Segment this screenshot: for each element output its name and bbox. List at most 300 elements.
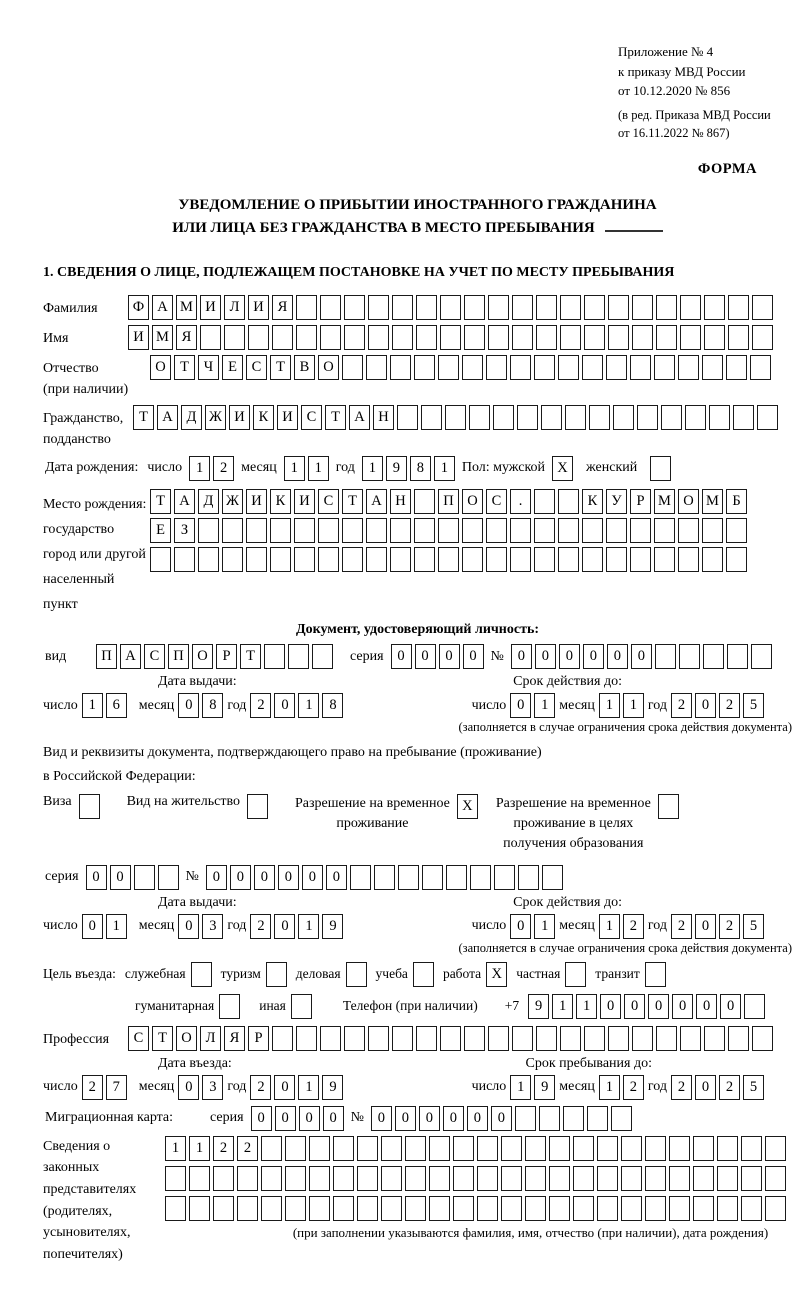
char-box[interactable] <box>416 295 437 320</box>
char-box[interactable]: Т <box>150 489 171 514</box>
char-box[interactable] <box>757 405 778 430</box>
char-box[interactable] <box>320 325 341 350</box>
char-box[interactable] <box>752 1026 773 1051</box>
char-box[interactable]: . <box>510 489 531 514</box>
char-box[interactable]: 1 <box>362 456 383 481</box>
char-box[interactable]: Ф <box>128 295 149 320</box>
char-box[interactable] <box>565 405 586 430</box>
char-box[interactable] <box>536 1026 557 1051</box>
char-box[interactable] <box>517 405 538 430</box>
char-box[interactable]: М <box>176 295 197 320</box>
char-box[interactable] <box>632 325 653 350</box>
char-box[interactable] <box>414 489 435 514</box>
char-box[interactable] <box>525 1136 546 1161</box>
char-box[interactable] <box>704 325 725 350</box>
char-box[interactable] <box>368 1026 389 1051</box>
char-box[interactable] <box>717 1136 738 1161</box>
char-box[interactable]: 1 <box>189 1136 210 1161</box>
char-box[interactable] <box>416 325 437 350</box>
purpose-other-checkbox[interactable] <box>291 994 312 1019</box>
char-box[interactable]: 2 <box>213 1136 234 1161</box>
char-box[interactable]: 2 <box>250 914 271 939</box>
char-box[interactable]: Р <box>248 1026 269 1051</box>
char-box[interactable]: 2 <box>719 914 740 939</box>
char-box[interactable]: 0 <box>467 1106 488 1131</box>
char-box[interactable] <box>294 547 315 572</box>
char-box[interactable]: 2 <box>671 693 692 718</box>
char-box[interactable] <box>368 325 389 350</box>
char-box[interactable]: 1 <box>534 914 555 939</box>
char-box[interactable] <box>728 295 749 320</box>
char-box[interactable] <box>165 1166 186 1191</box>
char-box[interactable]: С <box>486 489 507 514</box>
char-box[interactable]: 0 <box>535 644 556 669</box>
char-box[interactable] <box>357 1196 378 1221</box>
char-box[interactable]: 1 <box>434 456 455 481</box>
char-box[interactable] <box>470 865 491 890</box>
char-box[interactable] <box>510 355 531 380</box>
char-box[interactable] <box>296 325 317 350</box>
char-box[interactable] <box>312 644 333 669</box>
char-box[interactable] <box>438 518 459 543</box>
char-box[interactable]: Я <box>176 325 197 350</box>
char-box[interactable]: 0 <box>251 1106 272 1131</box>
char-box[interactable] <box>421 405 442 430</box>
char-box[interactable]: Е <box>150 518 171 543</box>
purpose-private-checkbox[interactable] <box>565 962 586 987</box>
char-box[interactable] <box>726 547 747 572</box>
char-box[interactable]: 0 <box>559 644 580 669</box>
char-box[interactable] <box>248 325 269 350</box>
char-box[interactable]: 0 <box>672 994 693 1019</box>
char-box[interactable]: К <box>270 489 291 514</box>
purpose-official-checkbox[interactable] <box>191 962 212 987</box>
char-box[interactable]: 9 <box>386 456 407 481</box>
char-box[interactable] <box>678 518 699 543</box>
char-box[interactable] <box>573 1166 594 1191</box>
char-box[interactable] <box>390 547 411 572</box>
char-box[interactable] <box>678 355 699 380</box>
char-box[interactable] <box>224 325 245 350</box>
char-box[interactable]: 1 <box>165 1136 186 1161</box>
char-box[interactable] <box>726 355 747 380</box>
char-box[interactable]: 8 <box>410 456 431 481</box>
char-box[interactable] <box>744 994 765 1019</box>
char-box[interactable] <box>709 405 730 430</box>
char-box[interactable]: 0 <box>274 914 295 939</box>
char-box[interactable]: С <box>144 644 165 669</box>
char-box[interactable] <box>656 1026 677 1051</box>
char-box[interactable]: 2 <box>82 1075 103 1100</box>
char-box[interactable] <box>656 325 677 350</box>
char-box[interactable] <box>608 1026 629 1051</box>
char-box[interactable]: Т <box>270 355 291 380</box>
char-box[interactable] <box>661 405 682 430</box>
char-box[interactable]: Е <box>222 355 243 380</box>
char-box[interactable] <box>296 295 317 320</box>
char-box[interactable] <box>158 865 179 890</box>
char-box[interactable] <box>288 644 309 669</box>
char-box[interactable] <box>717 1196 738 1221</box>
char-box[interactable] <box>611 1106 632 1131</box>
char-box[interactable] <box>414 518 435 543</box>
char-box[interactable] <box>515 1106 536 1131</box>
char-box[interactable]: М <box>654 489 675 514</box>
char-box[interactable] <box>222 547 243 572</box>
char-box[interactable] <box>637 405 658 430</box>
char-box[interactable]: Я <box>224 1026 245 1051</box>
char-box[interactable]: 3 <box>202 1075 223 1100</box>
char-box[interactable]: А <box>174 489 195 514</box>
char-box[interactable] <box>558 547 579 572</box>
char-box[interactable] <box>357 1166 378 1191</box>
char-box[interactable]: 0 <box>631 644 652 669</box>
char-box[interactable]: 2 <box>213 456 234 481</box>
char-box[interactable]: Д <box>198 489 219 514</box>
char-box[interactable] <box>534 355 555 380</box>
char-box[interactable]: В <box>294 355 315 380</box>
char-box[interactable] <box>558 355 579 380</box>
char-box[interactable] <box>392 295 413 320</box>
char-box[interactable]: 5 <box>743 914 764 939</box>
char-box[interactable]: 1 <box>82 693 103 718</box>
purpose-transit-checkbox[interactable] <box>645 962 666 987</box>
char-box[interactable]: 3 <box>202 914 223 939</box>
char-box[interactable] <box>222 518 243 543</box>
char-box[interactable]: 9 <box>528 994 549 1019</box>
char-box[interactable] <box>702 518 723 543</box>
char-box[interactable]: 1 <box>298 1075 319 1100</box>
char-box[interactable] <box>397 405 418 430</box>
char-box[interactable] <box>405 1136 426 1161</box>
char-box[interactable] <box>390 355 411 380</box>
char-box[interactable] <box>342 518 363 543</box>
char-box[interactable] <box>264 644 285 669</box>
char-box[interactable] <box>493 405 514 430</box>
char-box[interactable] <box>446 865 467 890</box>
char-box[interactable] <box>655 644 676 669</box>
char-box[interactable] <box>501 1166 522 1191</box>
char-box[interactable] <box>272 325 293 350</box>
char-box[interactable] <box>726 518 747 543</box>
char-box[interactable] <box>630 547 651 572</box>
char-box[interactable]: Т <box>152 1026 173 1051</box>
char-box[interactable]: 1 <box>284 456 305 481</box>
char-box[interactable] <box>680 1026 701 1051</box>
char-box[interactable] <box>741 1166 762 1191</box>
char-box[interactable] <box>438 547 459 572</box>
char-box[interactable] <box>645 1136 666 1161</box>
char-box[interactable] <box>246 547 267 572</box>
char-box[interactable] <box>606 355 627 380</box>
char-box[interactable] <box>246 518 267 543</box>
char-box[interactable] <box>272 1026 293 1051</box>
char-box[interactable] <box>366 355 387 380</box>
char-box[interactable]: Т <box>325 405 346 430</box>
char-box[interactable] <box>453 1166 474 1191</box>
char-box[interactable]: 2 <box>623 1075 644 1100</box>
char-box[interactable] <box>453 1196 474 1221</box>
char-box[interactable] <box>464 1026 485 1051</box>
char-box[interactable]: И <box>248 295 269 320</box>
char-box[interactable]: 0 <box>371 1106 392 1131</box>
char-box[interactable] <box>558 518 579 543</box>
char-box[interactable] <box>477 1136 498 1161</box>
char-box[interactable] <box>558 489 579 514</box>
char-box[interactable] <box>357 1136 378 1161</box>
char-box[interactable]: Т <box>240 644 261 669</box>
char-box[interactable]: Т <box>174 355 195 380</box>
char-box[interactable] <box>582 547 603 572</box>
sex-female-checkbox[interactable] <box>650 456 671 481</box>
char-box[interactable]: Б <box>726 489 747 514</box>
char-box[interactable] <box>237 1196 258 1221</box>
char-box[interactable]: А <box>349 405 370 430</box>
char-box[interactable]: 9 <box>322 1075 343 1100</box>
char-box[interactable] <box>381 1196 402 1221</box>
char-box[interactable]: 0 <box>206 865 227 890</box>
char-box[interactable] <box>573 1196 594 1221</box>
char-box[interactable]: К <box>253 405 274 430</box>
char-box[interactable] <box>309 1136 330 1161</box>
char-box[interactable] <box>477 1196 498 1221</box>
char-box[interactable]: 1 <box>599 914 620 939</box>
char-box[interactable] <box>704 1026 725 1051</box>
char-box[interactable] <box>587 1106 608 1131</box>
char-box[interactable] <box>536 325 557 350</box>
char-box[interactable]: 1 <box>599 693 620 718</box>
char-box[interactable] <box>296 1026 317 1051</box>
char-box[interactable]: 0 <box>510 693 531 718</box>
char-box[interactable] <box>486 518 507 543</box>
char-box[interactable] <box>165 1196 186 1221</box>
char-box[interactable]: 1 <box>599 1075 620 1100</box>
char-box[interactable]: 8 <box>322 693 343 718</box>
char-box[interactable]: 0 <box>178 1075 199 1100</box>
char-box[interactable] <box>453 1136 474 1161</box>
char-box[interactable] <box>560 295 581 320</box>
char-box[interactable] <box>534 547 555 572</box>
purpose-business-checkbox[interactable] <box>346 962 367 987</box>
char-box[interactable]: М <box>702 489 723 514</box>
char-box[interactable] <box>669 1166 690 1191</box>
char-box[interactable]: 0 <box>720 994 741 1019</box>
char-box[interactable] <box>584 325 605 350</box>
residence-permit-checkbox[interactable] <box>247 794 268 819</box>
char-box[interactable]: М <box>152 325 173 350</box>
char-box[interactable]: 0 <box>491 1106 512 1131</box>
char-box[interactable]: 9 <box>322 914 343 939</box>
char-box[interactable] <box>542 865 563 890</box>
char-box[interactable]: И <box>229 405 250 430</box>
char-box[interactable]: 8 <box>202 693 223 718</box>
char-box[interactable]: 0 <box>439 644 460 669</box>
char-box[interactable] <box>405 1196 426 1221</box>
char-box[interactable]: Д <box>181 405 202 430</box>
char-box[interactable]: 1 <box>308 456 329 481</box>
char-box[interactable] <box>536 295 557 320</box>
char-box[interactable]: А <box>366 489 387 514</box>
char-box[interactable] <box>693 1136 714 1161</box>
char-box[interactable]: 0 <box>278 865 299 890</box>
char-box[interactable]: И <box>277 405 298 430</box>
char-box[interactable] <box>741 1196 762 1221</box>
char-box[interactable] <box>344 1026 365 1051</box>
char-box[interactable]: 2 <box>250 693 271 718</box>
char-box[interactable] <box>549 1136 570 1161</box>
char-box[interactable] <box>597 1196 618 1221</box>
char-box[interactable]: Р <box>216 644 237 669</box>
char-box[interactable]: 0 <box>695 693 716 718</box>
char-box[interactable] <box>704 295 725 320</box>
char-box[interactable]: 0 <box>415 644 436 669</box>
char-box[interactable] <box>318 518 339 543</box>
char-box[interactable]: К <box>582 489 603 514</box>
char-box[interactable]: 0 <box>82 914 103 939</box>
char-box[interactable] <box>645 1166 666 1191</box>
char-box[interactable] <box>320 295 341 320</box>
char-box[interactable]: 1 <box>298 693 319 718</box>
char-box[interactable]: 2 <box>237 1136 258 1161</box>
char-box[interactable] <box>414 547 435 572</box>
char-box[interactable] <box>703 644 724 669</box>
char-box[interactable] <box>654 355 675 380</box>
char-box[interactable] <box>320 1026 341 1051</box>
char-box[interactable] <box>462 518 483 543</box>
char-box[interactable] <box>501 1196 522 1221</box>
char-box[interactable] <box>525 1196 546 1221</box>
char-box[interactable] <box>366 518 387 543</box>
char-box[interactable]: 0 <box>299 1106 320 1131</box>
char-box[interactable] <box>584 1026 605 1051</box>
char-box[interactable]: 5 <box>743 693 764 718</box>
char-box[interactable] <box>597 1166 618 1191</box>
char-box[interactable] <box>405 1166 426 1191</box>
char-box[interactable] <box>333 1196 354 1221</box>
char-box[interactable]: И <box>128 325 149 350</box>
char-box[interactable] <box>750 355 771 380</box>
char-box[interactable] <box>717 1166 738 1191</box>
char-box[interactable] <box>429 1166 450 1191</box>
char-box[interactable] <box>486 547 507 572</box>
char-box[interactable] <box>654 518 675 543</box>
char-box[interactable]: О <box>192 644 213 669</box>
char-box[interactable] <box>350 865 371 890</box>
char-box[interactable] <box>632 295 653 320</box>
char-box[interactable] <box>488 325 509 350</box>
char-box[interactable] <box>438 355 459 380</box>
char-box[interactable] <box>645 1196 666 1221</box>
char-box[interactable]: 0 <box>274 693 295 718</box>
char-box[interactable] <box>198 518 219 543</box>
char-box[interactable]: 0 <box>511 644 532 669</box>
char-box[interactable] <box>309 1166 330 1191</box>
char-box[interactable] <box>469 405 490 430</box>
char-box[interactable] <box>525 1166 546 1191</box>
char-box[interactable] <box>261 1166 282 1191</box>
char-box[interactable]: 0 <box>600 994 621 1019</box>
char-box[interactable] <box>539 1106 560 1131</box>
char-box[interactable] <box>477 1166 498 1191</box>
char-box[interactable]: 1 <box>189 456 210 481</box>
char-box[interactable]: Ч <box>198 355 219 380</box>
char-box[interactable] <box>693 1166 714 1191</box>
char-box[interactable] <box>294 518 315 543</box>
char-box[interactable] <box>344 295 365 320</box>
char-box[interactable]: 1 <box>510 1075 531 1100</box>
char-box[interactable] <box>549 1166 570 1191</box>
char-box[interactable] <box>200 325 221 350</box>
char-box[interactable] <box>621 1196 642 1221</box>
char-box[interactable] <box>741 1136 762 1161</box>
char-box[interactable]: С <box>128 1026 149 1051</box>
char-box[interactable]: 0 <box>648 994 669 1019</box>
char-box[interactable] <box>560 325 581 350</box>
char-box[interactable] <box>237 1166 258 1191</box>
char-box[interactable] <box>318 547 339 572</box>
char-box[interactable] <box>261 1136 282 1161</box>
char-box[interactable] <box>728 1026 749 1051</box>
char-box[interactable] <box>654 547 675 572</box>
char-box[interactable] <box>285 1136 306 1161</box>
char-box[interactable] <box>189 1196 210 1221</box>
char-box[interactable] <box>630 355 651 380</box>
char-box[interactable] <box>728 325 749 350</box>
char-box[interactable]: 0 <box>323 1106 344 1131</box>
char-box[interactable] <box>488 295 509 320</box>
char-box[interactable]: 1 <box>552 994 573 1019</box>
char-box[interactable] <box>630 518 651 543</box>
char-box[interactable]: 0 <box>443 1106 464 1131</box>
char-box[interactable]: Я <box>272 295 293 320</box>
char-box[interactable]: 0 <box>302 865 323 890</box>
char-box[interactable] <box>669 1136 690 1161</box>
char-box[interactable]: 0 <box>695 1075 716 1100</box>
char-box[interactable]: 0 <box>110 865 131 890</box>
char-box[interactable] <box>429 1136 450 1161</box>
char-box[interactable]: С <box>246 355 267 380</box>
char-box[interactable] <box>344 325 365 350</box>
char-box[interactable] <box>342 355 363 380</box>
char-box[interactable] <box>582 355 603 380</box>
char-box[interactable]: Ж <box>222 489 243 514</box>
char-box[interactable] <box>486 355 507 380</box>
char-box[interactable] <box>510 547 531 572</box>
char-box[interactable]: 2 <box>719 693 740 718</box>
char-box[interactable]: 0 <box>419 1106 440 1131</box>
char-box[interactable]: С <box>301 405 322 430</box>
char-box[interactable] <box>608 295 629 320</box>
char-box[interactable]: О <box>462 489 483 514</box>
char-box[interactable] <box>440 325 461 350</box>
char-box[interactable]: О <box>176 1026 197 1051</box>
char-box[interactable] <box>549 1196 570 1221</box>
char-box[interactable] <box>416 1026 437 1051</box>
char-box[interactable]: 0 <box>695 914 716 939</box>
char-box[interactable] <box>752 295 773 320</box>
char-box[interactable] <box>541 405 562 430</box>
char-box[interactable] <box>512 1026 533 1051</box>
char-box[interactable] <box>680 295 701 320</box>
char-box[interactable] <box>685 405 706 430</box>
char-box[interactable] <box>390 518 411 543</box>
char-box[interactable]: 0 <box>178 914 199 939</box>
char-box[interactable]: Л <box>224 295 245 320</box>
purpose-work-checkbox[interactable]: X <box>486 962 507 987</box>
char-box[interactable] <box>429 1196 450 1221</box>
char-box[interactable] <box>669 1196 690 1221</box>
char-box[interactable] <box>752 325 773 350</box>
